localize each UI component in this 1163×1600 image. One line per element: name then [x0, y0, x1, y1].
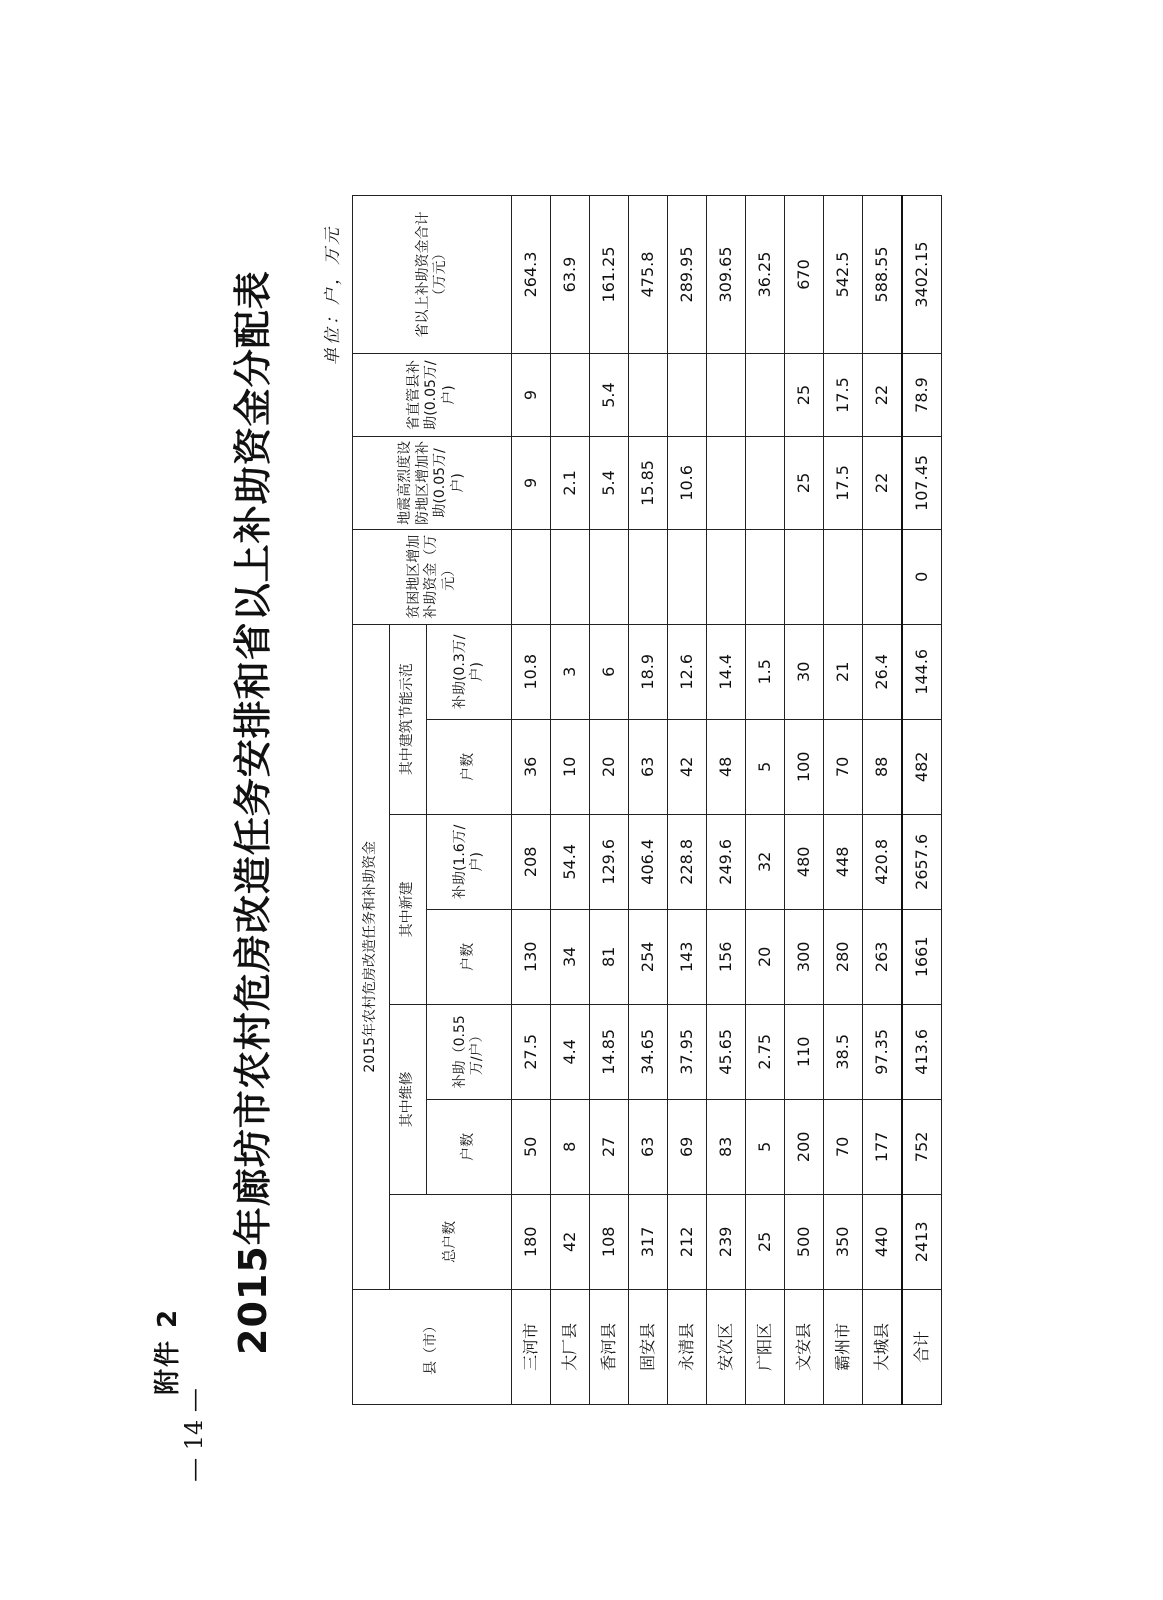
cell-energy-households: 10	[551, 719, 590, 814]
cell-total-fund: 588.55	[863, 196, 903, 354]
document-title: 2015年廊坊市农村危房改造任务安排和省以上补助资金分配表	[231, 270, 275, 1355]
cell-county: 霸州市	[824, 1289, 863, 1404]
header-direct-county: 省直管县补助(0.05万/户)	[353, 353, 512, 436]
cell-poverty	[824, 529, 863, 624]
cell-direct-county: 25	[785, 353, 824, 436]
table-row	[707, 196, 746, 1405]
cell-new-households: 81	[590, 909, 629, 1004]
cell-energy-subsidy: 26.4	[863, 624, 903, 719]
cell-new-households: 156	[707, 909, 746, 1004]
header-repair-subsidy: 补助（0.55万/户）	[427, 1004, 512, 1099]
cell-new-subsidy: 249.6	[707, 814, 746, 909]
cell-earthquake	[707, 437, 746, 530]
cell-poverty	[863, 529, 903, 624]
cell-repair-households: 83	[707, 1099, 746, 1194]
cell-poverty: 0	[902, 529, 942, 624]
cell-new-households: 263	[863, 909, 903, 1004]
cell-energy-households: 5	[746, 719, 785, 814]
cell-poverty	[668, 529, 707, 624]
cell-earthquake: 2.1	[551, 437, 590, 530]
cell-new-households: 130	[512, 909, 551, 1004]
table-row	[824, 196, 863, 1405]
cell-new-subsidy: 54.4	[551, 814, 590, 909]
table-row	[785, 196, 824, 1405]
cell-new-subsidy: 32	[746, 814, 785, 909]
cell-new-households: 1661	[902, 909, 942, 1004]
cell-new-subsidy: 228.8	[668, 814, 707, 909]
cell-poverty	[707, 529, 746, 624]
cell-county: 永清县	[668, 1289, 707, 1404]
cell-total-fund: 670	[785, 196, 824, 354]
cell-total-fund: 36.25	[746, 196, 785, 354]
cell-total-fund: 542.5	[824, 196, 863, 354]
cell-earthquake: 15.85	[629, 437, 668, 530]
header-group-main: 2015年农村危房改造任务和补助资金	[353, 624, 390, 1289]
cell-repair-subsidy: 38.5	[824, 1004, 863, 1099]
cell-energy-subsidy: 14.4	[707, 624, 746, 719]
cell-new-subsidy: 406.4	[629, 814, 668, 909]
cell-repair-households: 200	[785, 1099, 824, 1194]
cell-direct-county: 22	[863, 353, 903, 436]
cell-total: 212	[668, 1194, 707, 1289]
cell-direct-county: 9	[512, 353, 551, 436]
cell-repair-subsidy: 110	[785, 1004, 824, 1099]
cell-total-fund: 63.9	[551, 196, 590, 354]
cell-poverty	[590, 529, 629, 624]
cell-total-fund: 289.95	[668, 196, 707, 354]
cell-earthquake	[746, 437, 785, 530]
header-energy-households: 户数	[427, 719, 512, 814]
header-energy-group: 其中建筑节能示范	[390, 624, 427, 814]
cell-repair-subsidy: 2.75	[746, 1004, 785, 1099]
cell-new-subsidy: 420.8	[863, 814, 903, 909]
cell-earthquake: 10.6	[668, 437, 707, 530]
cell-new-subsidy: 480	[785, 814, 824, 909]
cell-total: 25	[746, 1194, 785, 1289]
cell-repair-households: 63	[629, 1099, 668, 1194]
cell-total: 239	[707, 1194, 746, 1289]
cell-earthquake: 107.45	[902, 437, 942, 530]
cell-repair-households: 177	[863, 1099, 903, 1194]
cell-total-fund: 475.8	[629, 196, 668, 354]
cell-county: 文安县	[785, 1289, 824, 1404]
cell-energy-subsidy: 21	[824, 624, 863, 719]
cell-repair-households: 69	[668, 1099, 707, 1194]
cell-energy-subsidy: 12.6	[668, 624, 707, 719]
cell-repair-households: 50	[512, 1099, 551, 1194]
cell-energy-subsidy: 18.9	[629, 624, 668, 719]
header-county: 县（市）	[353, 1289, 512, 1404]
cell-county: 广阳区	[746, 1289, 785, 1404]
cell-total: 500	[785, 1194, 824, 1289]
cell-new-households: 300	[785, 909, 824, 1004]
cell-direct-county: 78.9	[902, 353, 942, 436]
cell-new-households: 34	[551, 909, 590, 1004]
cell-county: 大城县	[863, 1289, 903, 1404]
header-poverty: 贫困地区增加补助资金（万元）	[353, 529, 512, 624]
cell-total: 317	[629, 1194, 668, 1289]
cell-earthquake: 5.4	[590, 437, 629, 530]
cell-energy-subsidy: 144.6	[902, 624, 942, 719]
header-repair-group: 其中维修	[390, 1004, 427, 1194]
cell-new-households: 280	[824, 909, 863, 1004]
cell-total: 440	[863, 1194, 903, 1289]
cell-total-fund: 3402.15	[902, 196, 942, 354]
cell-total-fund: 161.25	[590, 196, 629, 354]
cell-energy-subsidy: 30	[785, 624, 824, 719]
header-total-households: 总户数	[390, 1194, 512, 1289]
cell-new-households: 143	[668, 909, 707, 1004]
header-energy-subsidy: 补助(0.3万/户)	[427, 624, 512, 719]
cell-county: 安次区	[707, 1289, 746, 1404]
cell-repair-households: 5	[746, 1099, 785, 1194]
cell-repair-subsidy: 34.65	[629, 1004, 668, 1099]
cell-poverty	[629, 529, 668, 624]
cell-total-fund: 309.65	[707, 196, 746, 354]
cell-repair-households: 27	[590, 1099, 629, 1194]
cell-energy-households: 88	[863, 719, 903, 814]
table-row	[668, 196, 707, 1405]
cell-energy-households: 70	[824, 719, 863, 814]
cell-total: 350	[824, 1194, 863, 1289]
header-new-subsidy: 补助(1.6万/户)	[427, 814, 512, 909]
attachment-label: 附件 2	[153, 1307, 183, 1395]
cell-total: 42	[551, 1194, 590, 1289]
cell-energy-households: 36	[512, 719, 551, 814]
cell-direct-county	[551, 353, 590, 436]
cell-direct-county	[707, 353, 746, 436]
cell-repair-households: 752	[902, 1099, 942, 1194]
cell-repair-subsidy: 4.4	[551, 1004, 590, 1099]
cell-direct-county: 17.5	[824, 353, 863, 436]
table-row	[551, 196, 590, 1405]
cell-direct-county	[629, 353, 668, 436]
cell-energy-subsidy: 10.8	[512, 624, 551, 719]
page-number: — 14 —	[180, 1388, 208, 1482]
cell-energy-households: 482	[902, 719, 942, 814]
cell-total: 180	[512, 1194, 551, 1289]
subsidy-table	[352, 195, 942, 1405]
cell-new-households: 20	[746, 909, 785, 1004]
cell-direct-county	[746, 353, 785, 436]
cell-repair-subsidy: 14.85	[590, 1004, 629, 1099]
cell-new-households: 254	[629, 909, 668, 1004]
cell-earthquake: 9	[512, 437, 551, 530]
cell-earthquake: 25	[785, 437, 824, 530]
cell-new-subsidy: 448	[824, 814, 863, 909]
header-new-households: 户数	[427, 909, 512, 1004]
header-new-group: 其中新建	[390, 814, 427, 1004]
cell-new-subsidy: 208	[512, 814, 551, 909]
cell-energy-households: 42	[668, 719, 707, 814]
cell-poverty	[551, 529, 590, 624]
cell-poverty	[785, 529, 824, 624]
cell-repair-households: 70	[824, 1099, 863, 1194]
header-earthquake: 地震高烈度设防地区增加补助(0.05万/户)	[353, 437, 512, 530]
cell-repair-subsidy: 97.35	[863, 1004, 903, 1099]
table-row	[512, 196, 551, 1405]
cell-repair-subsidy: 37.95	[668, 1004, 707, 1099]
cell-energy-households: 63	[629, 719, 668, 814]
cell-new-subsidy: 2657.6	[902, 814, 942, 909]
cell-earthquake: 17.5	[824, 437, 863, 530]
cell-earthquake: 22	[863, 437, 903, 530]
cell-energy-subsidy: 1.5	[746, 624, 785, 719]
cell-county: 大厂县	[551, 1289, 590, 1404]
cell-total: 108	[590, 1194, 629, 1289]
cell-total-fund: 264.3	[512, 196, 551, 354]
table-row	[590, 196, 629, 1405]
cell-repair-subsidy: 45.65	[707, 1004, 746, 1099]
cell-repair-subsidy: 413.6	[902, 1004, 942, 1099]
cell-direct-county	[668, 353, 707, 436]
cell-energy-subsidy: 3	[551, 624, 590, 719]
cell-repair-subsidy: 27.5	[512, 1004, 551, 1099]
cell-county: 三河市	[512, 1289, 551, 1404]
cell-energy-households: 20	[590, 719, 629, 814]
cell-total: 2413	[902, 1194, 942, 1289]
cell-poverty	[746, 529, 785, 624]
cell-county: 香河县	[590, 1289, 629, 1404]
cell-new-subsidy: 129.6	[590, 814, 629, 909]
cell-county: 合计	[902, 1289, 942, 1404]
cell-energy-subsidy: 6	[590, 624, 629, 719]
table-row	[863, 196, 903, 1405]
cell-poverty	[512, 529, 551, 624]
header-total-fund: 省以上补助资金合计（万元）	[353, 196, 512, 354]
unit-label: 单位：户，万元	[323, 225, 343, 365]
cell-direct-county: 5.4	[590, 353, 629, 436]
cell-repair-households: 8	[551, 1099, 590, 1194]
cell-county: 固安县	[629, 1289, 668, 1404]
table-row	[629, 196, 668, 1405]
cell-energy-households: 48	[707, 719, 746, 814]
header-repair-households: 户数	[427, 1099, 512, 1194]
table-total-row	[902, 196, 942, 1405]
table-row	[746, 196, 785, 1405]
cell-energy-households: 100	[785, 719, 824, 814]
